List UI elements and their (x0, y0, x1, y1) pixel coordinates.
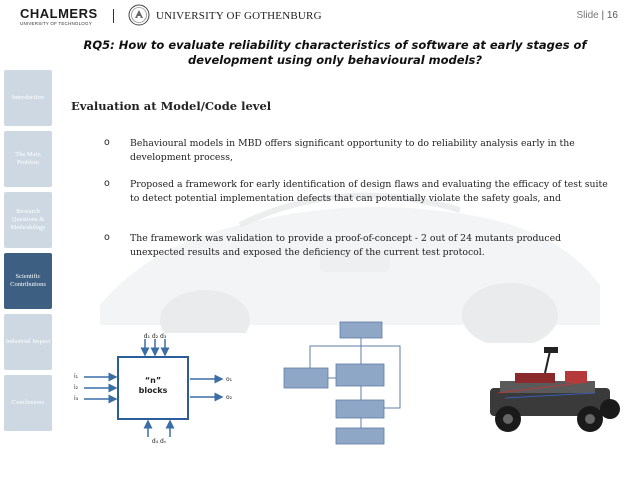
slide-number (576, 10, 618, 21)
bullet-mark: o (104, 137, 110, 148)
left-input-label: i₂ (74, 384, 79, 391)
bullet-text: Proposed a framework for early identification of design flaws and evaluating the efficacy of test suite to detect potential implementation defects that can potentially violate the safety goals, and (130, 179, 608, 204)
sidebar-item-scientific-contributions[interactable] (4, 253, 52, 309)
sidebar-item-label: Introduction (11, 94, 45, 101)
bullet-mark: o (104, 178, 110, 189)
block-label-n: “n” (144, 376, 162, 385)
sidebar-item-label: Scientific Contributions (10, 273, 46, 288)
slide-header (0, 0, 638, 30)
chalmers-logo (20, 7, 104, 26)
slide-number-value: 16 (606, 10, 618, 21)
university-name: UNIVERSITY OF GOTHENBURG (156, 10, 322, 22)
slide-separator: | (601, 10, 605, 21)
sidebar-item-introduction[interactable] (4, 70, 52, 126)
left-input-label: i₁ (74, 373, 79, 380)
sidebar-item-research-questions[interactable] (4, 192, 52, 248)
sidebar-item-conclusions[interactable] (4, 375, 52, 431)
flow-chart-diagram (280, 318, 430, 446)
sidebar-item-label: The Main Problem (15, 151, 41, 166)
header-divider (113, 9, 114, 23)
sidebar-item-label: Research Questions & Methodology (10, 208, 46, 231)
bullet-mark: o (104, 232, 110, 243)
top-inputs-label: d₁ d₂ d₃ (143, 333, 167, 340)
sidebar-item-label: Industrial Impact (5, 338, 51, 345)
university-seal-icon (128, 4, 150, 26)
bullet-text: The framework was validation to provide a proof-of-concept - 2 out of 24 mutants produced unexpected results and exposed the deficiency of the current test protocol. (130, 233, 562, 258)
robot-car-photo (470, 343, 630, 443)
section-heading: Evaluation at Model/Code level (71, 99, 272, 113)
block-label-blocks: blocks (138, 386, 168, 395)
sidebar-item-industrial-impact[interactable] (4, 314, 52, 370)
n-blocks-diagram (70, 333, 250, 443)
sidebar-item-main-problem[interactable] (4, 131, 52, 187)
chalmers-subtitle: UNIVERSITY OF TECHNOLOGY (20, 21, 92, 26)
chalmers-name: CHALMERS (20, 6, 98, 21)
bottom-inputs-label: d₄ dᵧ (151, 438, 167, 443)
slide-label: Slide (576, 10, 599, 21)
sidebar-item-label: Conclusions (11, 399, 45, 406)
slide-title: RQ5: How to evaluate reliability characteristics of software at early stages of development using only behavioural models? (83, 38, 587, 67)
left-input-label: i₃ (74, 395, 79, 402)
right-output-label: o₂ (226, 394, 233, 401)
right-output-label: o₁ (226, 376, 233, 383)
bullet-text: Behavioural models in MBD offers significant opportunity to do reliability analysis early in the development process, (130, 138, 575, 163)
